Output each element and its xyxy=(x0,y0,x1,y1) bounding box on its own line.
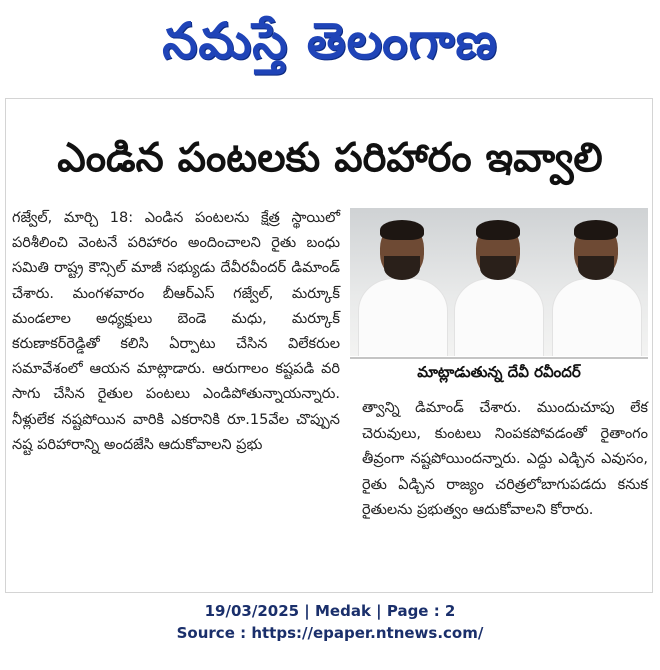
photo-caption: మాట్లాడుతున్న దేవీ రవీందర్ xyxy=(350,357,648,385)
article-body-right: త్వాన్ని డిమాండ్ చేశారు. ముందుచూపు లేక చెరువులు, కుంటలు నింపకపోవడంతో రైతాంగం తీవ్రంగా నష్టపోయిందన్నారు. ఎద్దు ఎడ్చిన ఎవుసం, రైతు ఏడ్చిన రాజ్యం చరిత్రలోబాగుపడదు కనుక రైతులను ప్రభుత్వం ఆదుకోవాలని కోరారు. xyxy=(362,400,648,518)
article-left-column xyxy=(12,206,340,458)
footer-source-line: Source : https://epaper.ntnews.com/ xyxy=(176,624,484,642)
person-right xyxy=(548,208,644,356)
footer-date-line: 19/03/2025 | Medak | Page : 2 xyxy=(204,602,456,620)
article-photo xyxy=(350,208,648,356)
article-right-column xyxy=(362,396,648,524)
page-footer xyxy=(0,600,660,644)
article-body-left: గజ్వేల్, మార్చి 18: ఎండిన పంటలను క్షేత్ర స్థాయిలో పరిశీలించి వెంటనే పరిహారం అందించాలని రైతు బంధు సమితి రాష్ట్ర కౌన్సిల్ మాజీ సభ్యుడు దేవీరవీందర్ డిమాండ్ చేశారు. మంగళవారం బీఆర్ఎస్ గజ్వేల్, మర్కూక్ మండలాల అధ్యక్షులు బెండె మధు, మర్కూక్ కరుణాకర్‌రెడ్డితో కలిసి ఏర్పాటు చేసిన విలేకరుల సమావేశంలో ఆయన మాట్లాడారు. ఆరుగాలం కష్టపడి వరి సాగు చేసిన రైతుల పంటలు ఎండిపోతున్నాయన్నారు. నీళ్లులేక నష్టపోయిన వారికి ఎకరానికి రూ.15వేల చొప్పున నష్ట పరిహారాన్ని అందజేసి ఆదుకోవాలని ప్రభు xyxy=(12,210,340,453)
person-left xyxy=(354,208,450,356)
newspaper-masthead: నమస్తే తెలంగాణ xyxy=(162,12,498,70)
person-middle xyxy=(450,208,546,356)
article-headline: ఎండిన పంటలకు పరిహారం ఇవ్వాలి xyxy=(57,135,603,181)
